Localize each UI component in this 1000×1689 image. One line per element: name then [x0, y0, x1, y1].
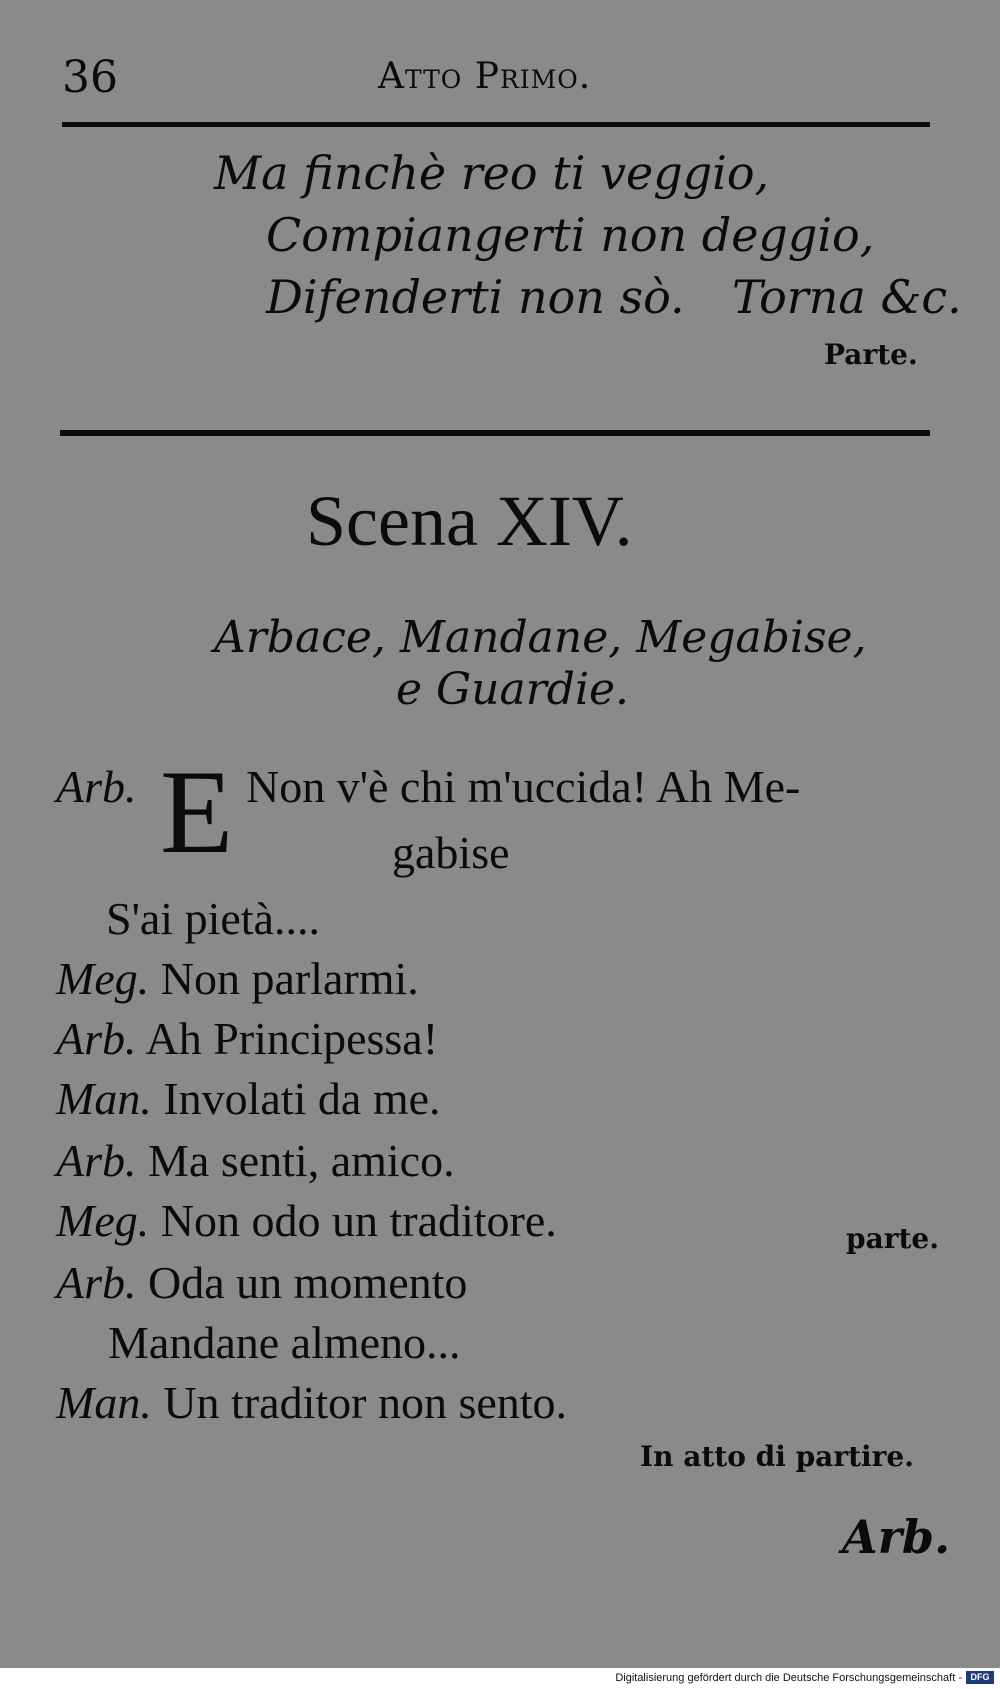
speaker-label: Arb. [56, 1013, 137, 1064]
drop-cap: E [160, 745, 234, 878]
scene-characters-line-1: Arbace, Mandane, Megabise, [214, 612, 867, 663]
dialogue-line: Mandane almeno... [108, 1317, 461, 1368]
dialogue-text: Ma senti, amico. [148, 1135, 455, 1186]
dialogue-line [56, 1012, 438, 1065]
catchword: Arb. [842, 1510, 951, 1564]
speaker-label: Man. [56, 1377, 152, 1428]
speaker-label: Man. [56, 1073, 152, 1124]
dialogue-text: Non parlarmi. [160, 953, 419, 1004]
dialogue-text: Involati da me. [163, 1073, 441, 1124]
speaker-label: Meg. [56, 953, 150, 1004]
scene-divider-rule [60, 430, 930, 436]
stage-direction-parte: parte. [846, 1222, 939, 1255]
speaker-label: Meg. [56, 1195, 150, 1246]
dialogue-text: Non odo un traditore. [160, 1195, 557, 1246]
funding-credit: Digitalisierung gefördert durch die Deutsche Forschungsgemeinschaft - [615, 1672, 962, 1684]
aria-line-2: Compiangerti non deggio, [266, 208, 875, 262]
scene-title: Scena XIV. [306, 481, 633, 561]
header-rule [62, 122, 930, 127]
page-number: 36 [62, 52, 118, 103]
dialogue-line: S'ai pietà.... [106, 893, 320, 944]
speaker-label: Arb. [56, 1257, 137, 1308]
dialogue-line [56, 1072, 441, 1125]
aria-line-1: Ma finchè reo ti veggio, [214, 146, 770, 200]
dfg-logo: DFG [966, 1671, 994, 1684]
aria-torna: Torna &c. [732, 270, 962, 324]
dialogue-line [56, 1194, 557, 1247]
dialogue-line [56, 1376, 567, 1429]
speaker-label: Arb. [56, 761, 137, 812]
aria-line-3: Difenderti non sò. [266, 270, 685, 324]
dialogue-line [56, 952, 419, 1005]
stage-direction-parte: Parte. [824, 338, 918, 371]
dialogue-line [56, 1256, 467, 1309]
dialogue-text: Un traditor non sento. [163, 1377, 568, 1428]
dialogue-text: Oda un momento [148, 1257, 468, 1308]
dialogue-text: Ah Principessa! [145, 1013, 439, 1064]
scene-characters-line-2: e Guardie. [396, 664, 630, 715]
speaker-label: Arb. [56, 1135, 137, 1186]
dialogue-line-continuation: gabise [392, 827, 510, 878]
dialogue-line [56, 1134, 455, 1187]
running-head: Atto Primo. [378, 56, 592, 97]
stage-direction: In atto di partire. [640, 1440, 914, 1473]
dialogue-line: Non v'è chi m'uccida! Ah Me- [246, 761, 801, 812]
